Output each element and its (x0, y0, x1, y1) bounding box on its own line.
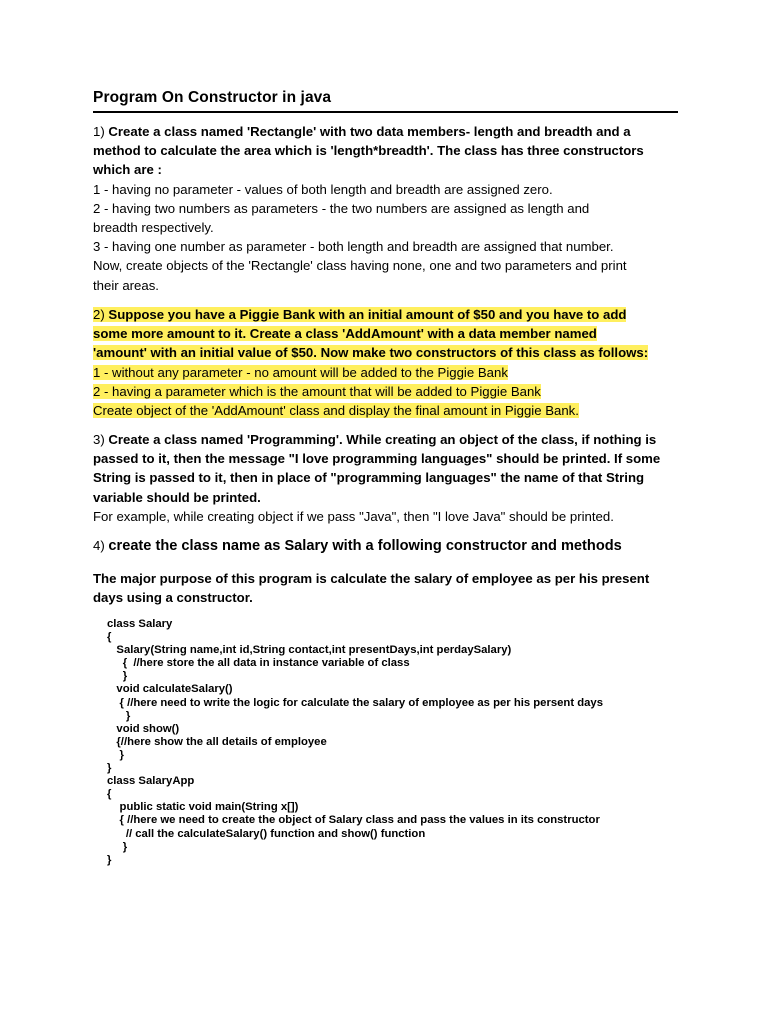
question-text-line: breadth respectively. (93, 220, 214, 236)
code-line: // call the calculateSalary() function and show() function (107, 827, 426, 840)
question-text-line: 'amount' with an initial value of $50. Now make two constructors of this class as follows: (93, 345, 649, 361)
question-text-line: variable should be printed. (93, 489, 261, 505)
question-text-line: Create a class named 'Programming'. While creating an object of the class, if nothing is (108, 432, 657, 447)
code-line: } (107, 840, 128, 853)
question-text-line: Now, create objects of the 'Rectangle' class having none, one and two parameters and print (93, 258, 627, 274)
question-text-line: Create object of the 'AddAmount' class and display the final amount in Piggie Bank. (93, 403, 579, 419)
question-text-line: For example, while creating object if we pass "Java", then "I love Java" should be printed. (93, 508, 614, 524)
code-line: { //here need to write the logic for calculate the salary of employee as per his persent days (107, 696, 603, 709)
code-block (107, 618, 707, 867)
question-text-line: passed to it, then the message "I love programming languages" should be printed. If some (93, 451, 661, 467)
code-line: } (107, 748, 124, 761)
code-line: { //here store the all data in instance variable of class (107, 657, 410, 670)
code-line: { (107, 788, 112, 801)
question-text-line: 3 - having one number as parameter - both length and breadth are assigned that number. (93, 239, 614, 255)
question-number: 4) (93, 538, 105, 553)
question-text-line: Suppose you have a Piggie Bank with an initial amount of $50 and you have to add (108, 307, 627, 322)
code-line: void show() (107, 722, 180, 735)
question-number: 3) (93, 432, 105, 447)
question-text-line: some more amount to it. Create a class 'AddAmount' with a data member named (93, 326, 597, 342)
code-line: } (107, 709, 131, 722)
page-title: Program On Constructor in java (93, 89, 678, 113)
code-line: void calculateSalary() (107, 683, 233, 696)
question-1 (93, 122, 678, 295)
question-text-line: method to calculate the area which is 'length*breadth'. The class has three constructors (93, 143, 644, 159)
question-4-purpose (93, 569, 678, 607)
question-text-line: their areas. (93, 277, 159, 293)
question-text-line: 2 - having a parameter which is the amount that will be added to Piggie Bank (93, 383, 541, 399)
code-line: Salary(String name,int id,String contact,int presentDays,int perdaySalary) (107, 644, 512, 657)
code-line: {//here show the all details of employee (107, 735, 327, 748)
code-line: class SalaryApp (107, 775, 195, 788)
code-line: class Salary (107, 618, 173, 630)
question-text-line: which are : (93, 162, 162, 178)
code-line: { (107, 631, 112, 644)
question-number: 1) (93, 124, 105, 139)
question-3 (93, 430, 678, 526)
question-text-line: 1 - without any parameter - no amount will be added to the Piggie Bank (93, 364, 508, 380)
question-text-line: 2 - having two numbers as parameters - the two numbers are assigned as length and (93, 200, 590, 216)
question-2 (93, 305, 678, 420)
code-line: } (107, 670, 128, 683)
question-text-line: days using a constructor. (93, 590, 253, 606)
question-number: 2) (93, 307, 105, 322)
code-line: { //here we need to create the object of Salary class and pass the values in its constructor (107, 814, 600, 827)
question-text-line: The major purpose of this program is calculate the salary of employee as per his present (93, 571, 650, 586)
question-4-heading (93, 536, 678, 556)
question-heading: create the class name as Salary with a following constructor and methods (108, 538, 622, 554)
question-text-line: 1 - having no parameter - values of both length and breadth are assigned zero. (93, 181, 553, 197)
code-line: } (107, 762, 112, 775)
code-line: public static void main(String x[]) (107, 801, 299, 814)
code-line: } (107, 853, 112, 866)
question-text-line: String is passed to it, then in place of "programming languages" the name of that String (93, 470, 645, 486)
question-text-line: Create a class named 'Rectangle' with two data members- length and breadth and a (108, 124, 631, 139)
